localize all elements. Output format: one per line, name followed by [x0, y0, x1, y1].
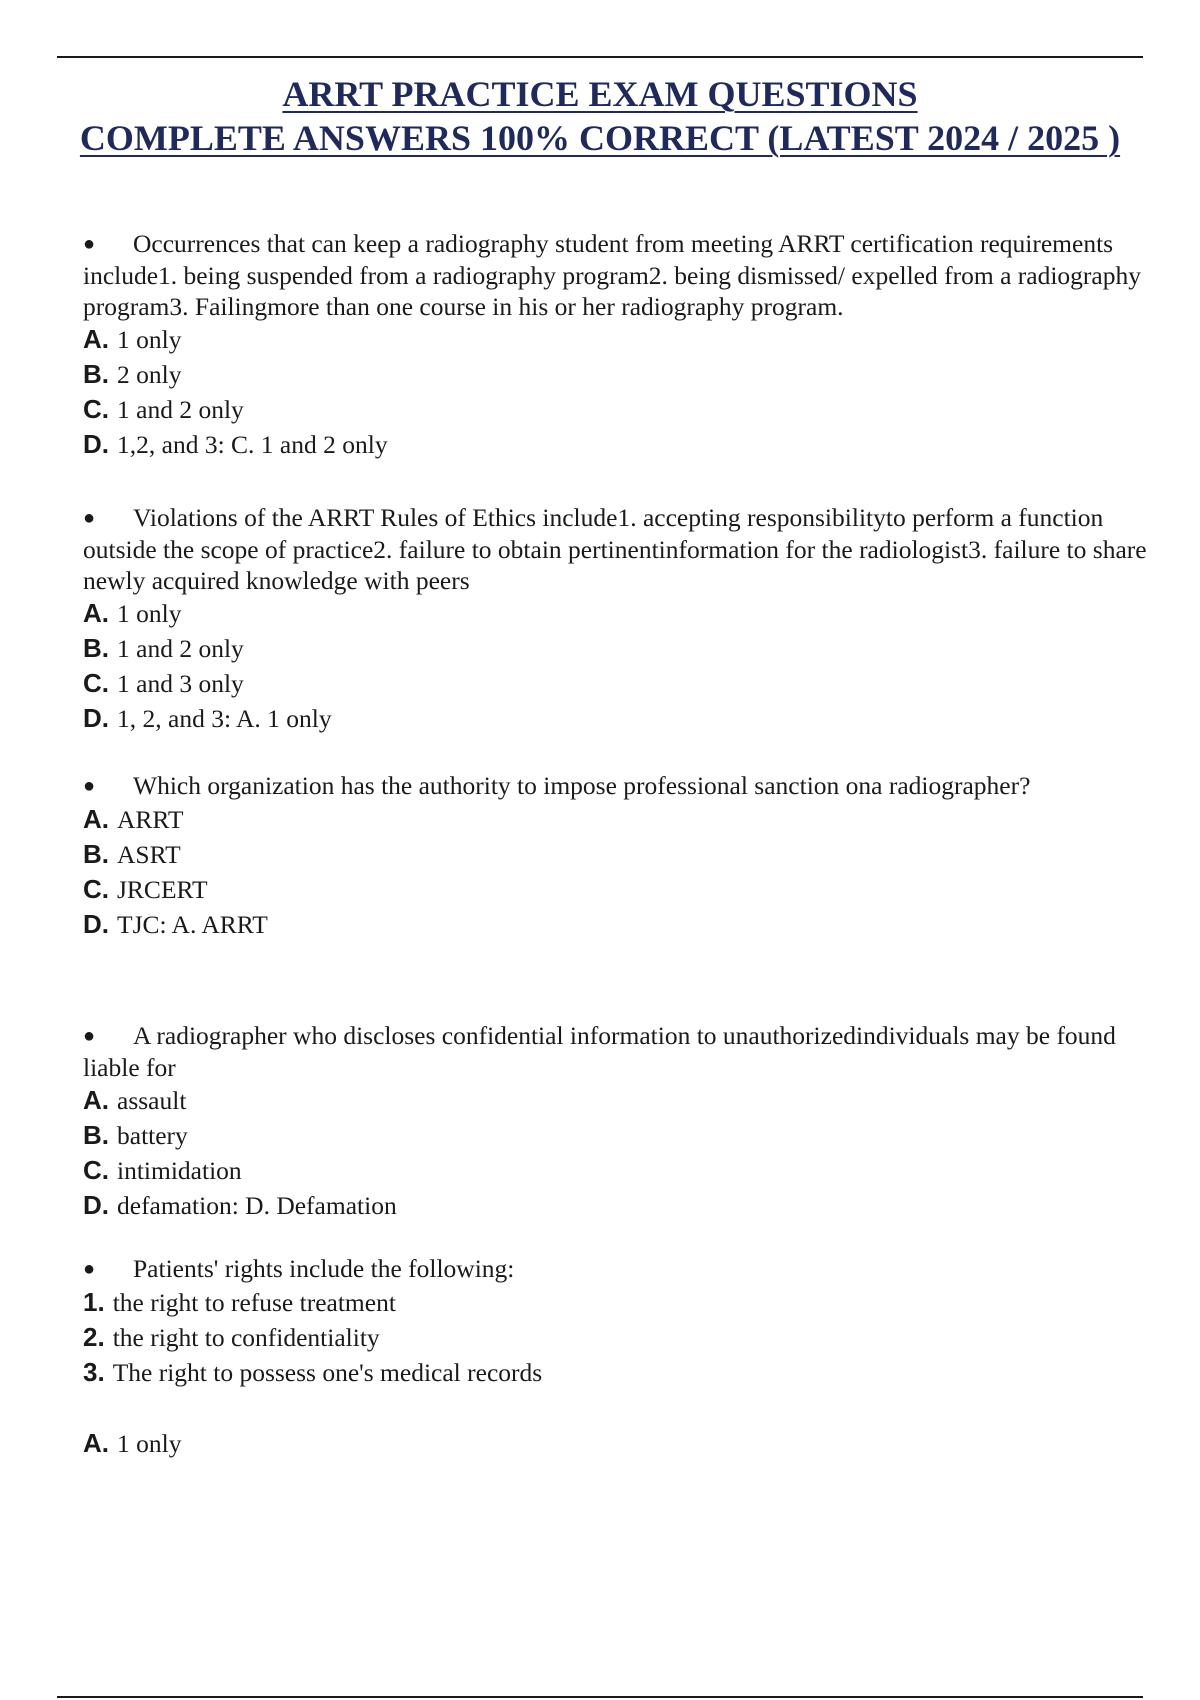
option-a: A. 1 only	[83, 324, 182, 354]
option-c: C. JRCERT	[83, 874, 208, 904]
option-d: D. TJC: A. ARRT	[83, 909, 268, 939]
option-b: B. 2 only	[83, 359, 182, 389]
question-stem: ● Occurrences that can keep a radiography student from meeting ARRT certification requirements include1. being suspended from a radiography program2. being dismissed/ expelled from a radiography program3. Failingmore than one course in his or her radiography program.	[83, 229, 1141, 321]
question-stem: ● Patients' rights include the following:	[83, 1254, 515, 1283]
option-a: A. ARRT	[83, 804, 184, 834]
question-stem: ● Violations of the ARRT Rules of Ethics include1. accepting responsibilityto perform a function outside the scope of practice2. failure to obtain pertinentinformation for the radiologist3. failure to share newly acquired knowledge with peers	[83, 503, 1147, 595]
option-c: C. intimidation	[83, 1155, 242, 1185]
title-line-1: ARRT PRACTICE EXAM QUESTIONS	[282, 74, 918, 114]
bullet-icon: ●	[83, 233, 96, 255]
option-a: A. 1 only	[83, 598, 182, 628]
document-title	[57, 72, 1143, 160]
option-d: D. defamation: D. Defamation	[83, 1190, 397, 1220]
option-c: C. 1 and 2 only	[83, 394, 244, 424]
list-item-2: 2. the right to confidentiality	[83, 1322, 380, 1352]
bullet-icon: ●	[83, 1258, 96, 1280]
top-rule	[57, 56, 1143, 58]
question-1	[83, 228, 1153, 462]
bullet-icon: ●	[83, 1025, 96, 1047]
question-stem: ● Which organization has the authority to impose professional sanction ona radiographer?	[83, 771, 1031, 800]
option-a: A. assault	[83, 1085, 187, 1115]
list-item-1: 1. the right to refuse treatment	[83, 1287, 396, 1317]
bullet-icon: ●	[83, 775, 96, 797]
question-stem: ● A radiographer who discloses confidential information to unauthorizedindividuals may be found liable for	[83, 1021, 1116, 1082]
option-a: A. 1 only	[83, 1428, 182, 1458]
option-b: B. 1 and 2 only	[83, 633, 244, 663]
option-d: D. 1,2, and 3: C. 1 and 2 only	[83, 429, 388, 459]
bottom-rule	[57, 1696, 1143, 1698]
bullet-icon: ●	[83, 507, 96, 529]
list-item-3: 3. The right to possess one's medical records	[83, 1357, 543, 1387]
title-line-2: COMPLETE ANSWERS 100% CORRECT (LATEST 2024 / 2025 )	[79, 118, 1121, 158]
option-c: C. 1 and 3 only	[83, 668, 244, 698]
option-b: B. battery	[83, 1120, 188, 1150]
question-5	[83, 1253, 1153, 1461]
question-4	[83, 1020, 1153, 1223]
option-d: D. 1, 2, and 3: A. 1 only	[83, 703, 332, 733]
question-list	[83, 228, 1153, 1461]
question-3	[83, 770, 1153, 942]
option-b: B. ASRT	[83, 839, 181, 869]
question-2	[83, 502, 1153, 736]
